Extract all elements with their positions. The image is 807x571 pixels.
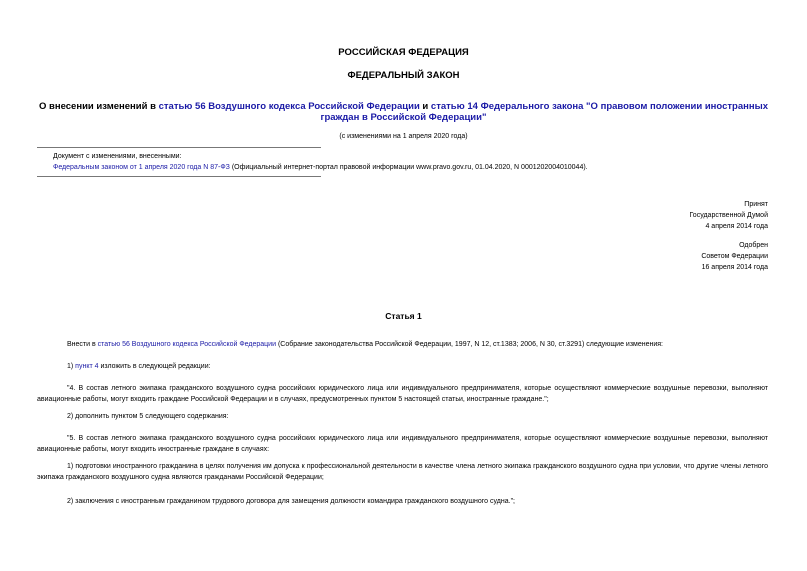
item-1-pre: 1) xyxy=(67,363,76,370)
article-intro xyxy=(67,339,767,350)
document-title xyxy=(30,101,777,123)
item-2: 2) дополнить пунктом 5 следующего содержания: xyxy=(67,413,229,420)
amendments-label: Документ с изменениями, внесенными: xyxy=(53,153,182,160)
item-1-link[interactable]: пункт 4 xyxy=(75,363,99,370)
divider-bottom xyxy=(37,176,321,177)
approved-by: Советом Федерации xyxy=(701,253,768,260)
sub-item-1: 1) подготовки иностранного гражданина в целях получения им допуска к профессиональной деятельности в качестве члена летного экипажа гражданского воздушного судна при условии, что другие члены летного экипажа гражданского воздушного судна являются гражданами Российской Федерации; xyxy=(37,463,768,481)
amending-law-source: (Официальный интернет-портал правовой информации www.pravo.gov.ru, 01.04.2020, N 0001202004010044). xyxy=(229,164,588,171)
approved-block xyxy=(701,240,768,273)
item-1-post: изложить в следующей редакции: xyxy=(98,363,211,370)
title-link-foreigners-law[interactable]: статью 14 Федерального закона "О правовом положении иностранных граждан в Российской Федерации" xyxy=(320,101,768,123)
article-title: Статья 1 xyxy=(385,311,422,321)
intro-text-pre: Внести в xyxy=(67,341,98,348)
amending-law-link[interactable]: Федеральным законом от 1 апреля 2020 года N 87-ФЗ xyxy=(53,164,230,171)
accepted-date: 4 апреля 2014 года xyxy=(705,223,768,230)
accepted-line: Принят xyxy=(744,201,768,208)
title-text-1: О внесении изменений в xyxy=(39,101,159,112)
amendments-line xyxy=(53,162,773,173)
intro-link-air-code[interactable]: статью 56 Воздушного кодекса Российской Федерации xyxy=(97,341,276,348)
changes-note: (с изменениями на 1 апреля 2020 года) xyxy=(339,133,468,140)
accepted-block xyxy=(689,199,768,232)
title-link-air-code[interactable]: статью 56 Воздушного кодекса Российской Федерации xyxy=(158,101,420,112)
law-type-heading: ФЕДЕРАЛЬНЫЙ ЗАКОН xyxy=(347,70,460,81)
quote-item-4: "4. В состав летного экипажа гражданского воздушного судна российских юридического лица или индивидуального предпринимателя, которые осуществляют коммерческие воздушные перевозки, выполняют авиационные работы, могут входить граждане Российской Федерации и в случаях, предусмотренных пунктом 5 настоящей статьи, иностранные граждане."; xyxy=(37,385,768,403)
amendments-info xyxy=(53,151,773,173)
intro-text-post: (Собрание законодательства Российской Федерации, 1997, N 12, ст.1383; 2006, N 30, ст.3291) следующие изменения: xyxy=(276,341,664,348)
item-1 xyxy=(67,361,767,372)
approved-date: 16 апреля 2014 года xyxy=(701,264,768,271)
quote-item-5: "5. В состав летного экипажа гражданского воздушного судна российских юридического лица или индивидуального предпринимателя, которые осуществляют коммерческие воздушные перевозки, выполняют авиационные работы, могут входить иностранные граждане в случаях: xyxy=(37,435,768,453)
sub-item-2: 2) заключения с иностранным гражданином трудового договора для замещения должности командира гражданского воздушного судна."; xyxy=(67,498,515,505)
divider-top xyxy=(37,147,321,148)
title-text-2: и xyxy=(419,101,431,112)
country-heading: РОССИЙСКАЯ ФЕДЕРАЦИЯ xyxy=(338,47,469,58)
approved-line: Одобрен xyxy=(739,242,768,249)
accepted-by: Государственной Думой xyxy=(689,212,768,219)
